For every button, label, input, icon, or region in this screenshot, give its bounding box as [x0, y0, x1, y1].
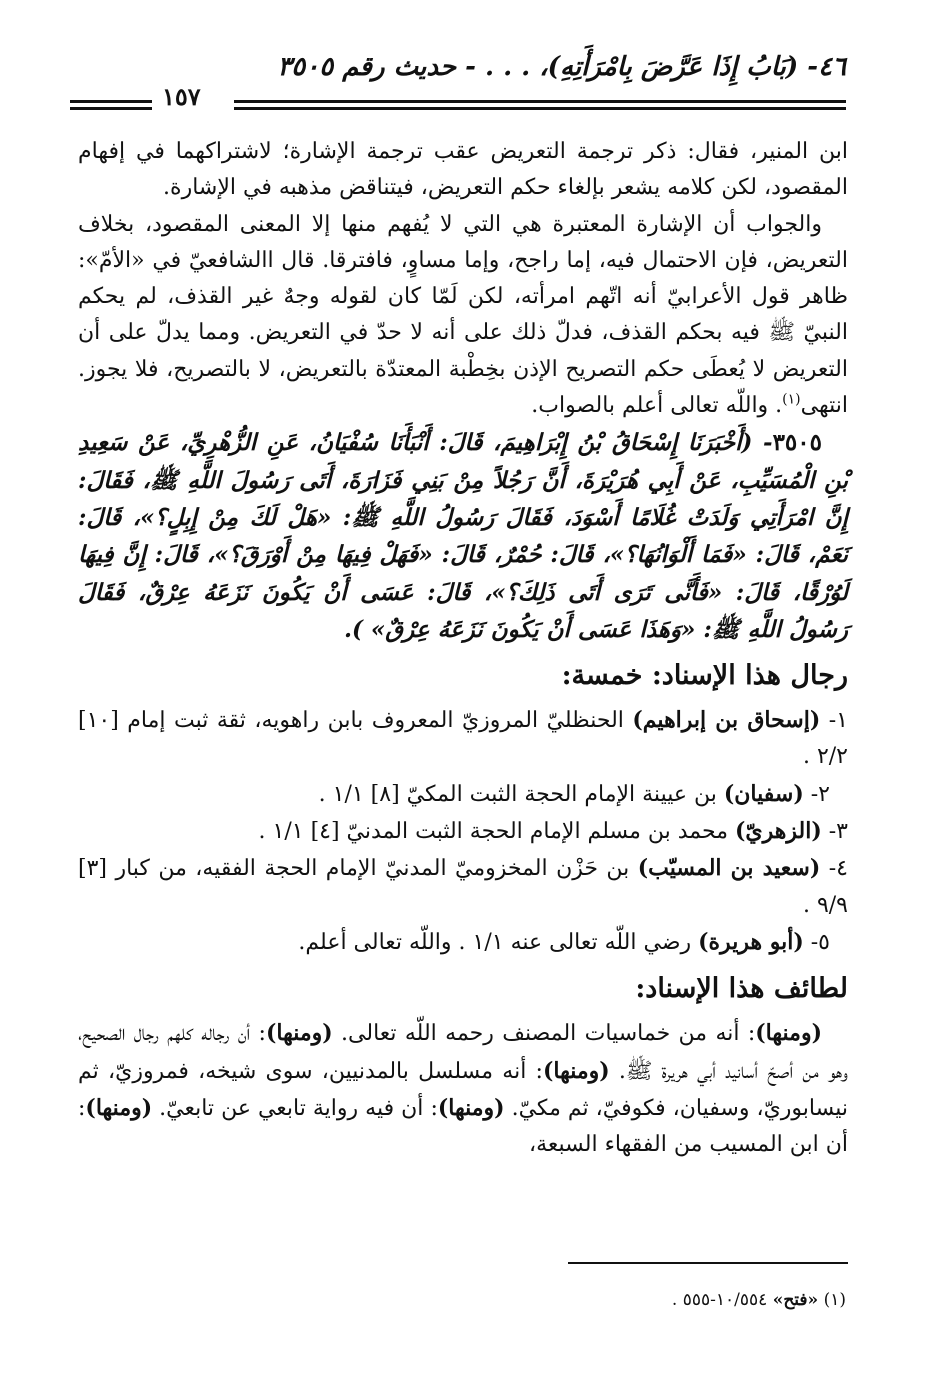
commentary-paragraph-2-end: . واللّه تعالى أعلم بالصواب. — [531, 393, 783, 419]
narrator-number: ٥- — [810, 929, 830, 955]
narrator-name: (الزهريّ) — [735, 818, 822, 845]
lataif-keyword: (ومنها) — [85, 1094, 153, 1121]
lataif-point-5: : أن ابن المسيب من الفقهاء السبعة، — [78, 1095, 848, 1158]
header-rule-right-bottom — [234, 107, 846, 110]
footnote-source: «فتح» — [772, 1290, 819, 1310]
narrator-name: (أبو هريرة) — [698, 928, 804, 955]
header-rule-right-top — [234, 100, 846, 103]
hadith-number: ٣٥٠٥ — [772, 429, 822, 457]
commentary-paragraph-2 — [78, 207, 848, 425]
lataif-point-3: : أنه مسلسل بالمدنيين، سوى شيخه، فمروزيّ، ثم نيسابوريّ، وسفيان، فكوفيّ، ثم مكيّ. — [78, 1058, 848, 1121]
narrator-description: رضي اللّه تعالى عنه ١/١ . واللّه تعالى أعلم. — [298, 929, 699, 955]
lataif-heading: لطائف هذا الإسناد: — [635, 973, 848, 1005]
narrator-item-1 — [78, 702, 848, 776]
narrator-number: ١- — [828, 708, 848, 734]
lataif-keyword: (ومنها) — [265, 1020, 333, 1047]
narrator-item-2 — [78, 776, 848, 813]
narrator-item-4 — [78, 850, 848, 924]
footnote — [672, 1290, 846, 1310]
commentary-paragraph-1: ابن المنير، فقال: ذكر ترجمة التعريض عقب ترجمة الإشارة؛ لاشتراكهما في إفهام المقصود، لكن كلامه يشعر بإلغاء حكم التعريض، فيتناقض مذهبه في الإشارة. — [78, 139, 848, 201]
lataif-keyword: (ومنها) — [542, 1057, 610, 1084]
running-header — [70, 52, 846, 112]
narrator-name: (سفيان) — [723, 780, 804, 807]
narrator-number: ٤- — [828, 856, 848, 882]
footnote-divider — [568, 1262, 848, 1264]
narrator-name: (إسحاق بن إبراهيم) — [632, 707, 821, 734]
page-body — [78, 134, 848, 1163]
header-rule-left-top — [70, 100, 152, 103]
lataif-point-4: : أن فيه رواية تابعي عن تابعيّ. — [152, 1095, 438, 1121]
narrator-description: بن عيينة الإمام الحجة الثبت المكيّ [٨] ١/١ . — [318, 781, 724, 807]
page-number: ١٥٧ — [162, 82, 201, 111]
lataif-keyword: (ومنها) — [755, 1020, 822, 1047]
chapter-title: ٤٦- (بَابُ إِذَا عَرَّضَ بِامْرَأَتِهِ)، . . . - حديث رقم ٣٥٠٥ — [277, 52, 846, 82]
hadith-body: - (أَخْبَرَنَا إِسْحَاقُ بْنُ إِبْرَاهِيمَ، قَالَ: أَنْبَأَنَا سُفْيَانُ، عَنِ الزُّهْرِيِّ، عَنْ سَعِيدِ بْنِ الْمُسَيِّبِ، عَنْ أَبِي هُرَيْرَةَ، أَنَّ رَجُلاً مِنْ بَنِي فَزَارَةَ، أَتَى رَسُولَ اللَّهِ ﷺ، فَقَالَ: إِنَّ امْرَأَتِي وَلَدَتْ غُلَامًا أَسْوَدَ، فَقَالَ رَسُولُ اللَّهِ ﷺ: «هَلْ لَكَ مِنْ إِبِلٍ؟»، قَالَ: نَعَمْ، قَالَ: «فَمَا أَلْوَانُهَا؟»، قَالَ: حُمْرٌ، قَالَ: «فَهَلْ فِيهَا مِنْ أَوْرَقَ؟»، قَالَ: إِنَّ فِيهَا لَوُرْقًا، قَالَ: «فَأَنَّى تَرَى أَتَى ذَلِكَ؟»، قَالَ: عَسَى أَنْ يَكُونَ نَزَعَهُ عِرْقٌ، فَقَالَ رَسُولُ اللَّهِ ﷺ: «وَهَذَا عَسَى أَنْ يَكُونَ نَزَعَهُ عِرْقٌ» ). — [78, 429, 848, 643]
footnote-pages: ١٠/٥٥٤-٥٥٥ . — [671, 1290, 773, 1310]
footnote-reference: (١) — [782, 391, 801, 408]
narrator-name: (سعيد بن المسيّب) — [637, 855, 821, 882]
narrator-description: الحنظليّ المروزيّ المعروف بابن راهويه، ثقة ثبت إمام [١٠] ٢/٢ . — [78, 708, 848, 770]
footnote-number: (١) — [823, 1290, 846, 1310]
narrator-description: محمد بن مسلم الإمام الحجة الثبت المدنيّ [٤] ١/١ . — [258, 819, 735, 845]
lataif-point-2: : أن رجاله كلهم رجال الصحيح، وهو من أصحّ أسانيد أبي هريرة ﷺ. — [78, 1021, 848, 1084]
narrator-item-3 — [78, 813, 848, 850]
hadith-text — [78, 424, 848, 648]
narrator-number: ٢- — [810, 781, 830, 807]
commentary-paragraph-2-text: والجواب أن الإشارة المعتبرة هي التي لا يُفهم منها إلا المعنى المقصود، بخلاف التعريض، فإن الاحتمال فيه، إما راجح، وإما مساوٍ، فافترقا. قال االشافعيّ في «الأمّ»: ظاهر قول الأعرابيّ أنه اتّهم امرأته، لكن لَمّا كان لقوله وجهٌ غير القذف، لم يحكم النبيّ ﷺ فيه بحكم القذف، فدلّ ذلك على أنه لا حدّ في التعريض. ومما يدلّ على أن التعريض لا يُعطَى حكم التصريح الإذن بخِطْبة المعتدّة بالتعريض، لا بالتصريح، فلا يجوز. انتهى — [78, 211, 848, 419]
lataif-point-1: : أنه من خماسيات المصنف رحمه اللّه تعالى. — [332, 1021, 756, 1047]
lataif-paragraph — [78, 1015, 848, 1163]
header-rule-left-bottom — [70, 107, 152, 110]
lataif-keyword: (ومنها) — [437, 1094, 505, 1121]
rijal-heading: رجال هذا الإسناد: خمسة: — [561, 660, 848, 692]
narrator-description: بن حَزْن المخزوميّ المدنيّ الإمام الحجة الفقيه، من كبار [٣] ٩/٩ . — [78, 856, 848, 918]
narrator-item-5 — [78, 924, 848, 961]
narrator-number: ٣- — [828, 819, 848, 845]
